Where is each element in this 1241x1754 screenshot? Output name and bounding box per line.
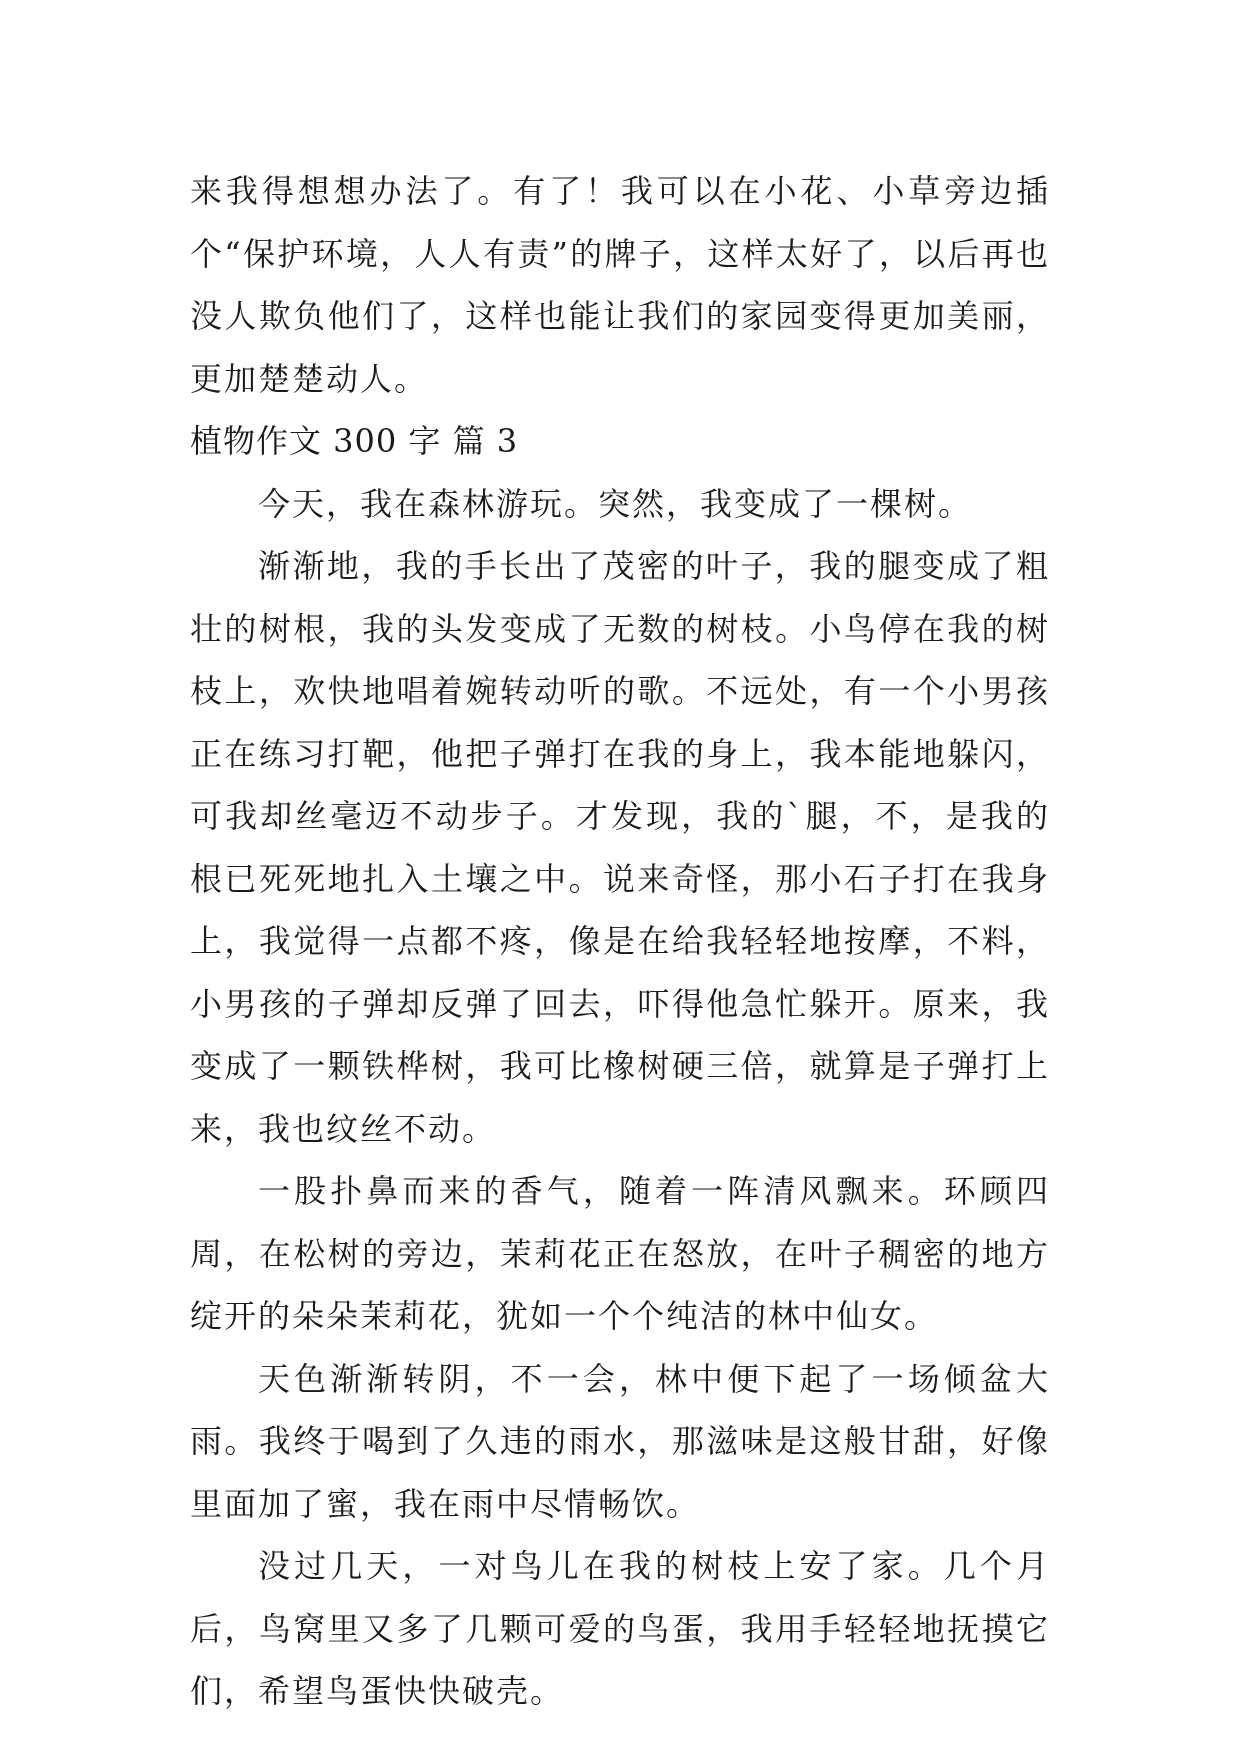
section-title: 植物作文 300 字 篇 3 [190,422,519,460]
body-paragraph-4: 天色渐渐转阴，不一会，林中便下起了一场倾盆大雨。我终于喝到了久违的雨水，那滋味是这般甘甜，好像里面加了蜜，我在雨中尽情畅饮。 [190,1359,1050,1523]
document-page [190,160,1050,1723]
body-paragraph-5: 没过几天，一对鸟儿在我的树枝上安了家。几个月后，鸟窝里又多了几颗可爱的鸟蛋，我用手轻轻地抚摸它们，希望鸟蛋快快破壳。 [190,1547,1050,1710]
continuation-paragraph: 来我得想想办法了。有了！我可以在小花、小草旁边插个“保护环境，人人有责”的牌子，这样太好了，以后再也没人欺负他们了，这样也能让我们的家园变得更加美丽，更加楚楚动人。 [190,172,1050,398]
body-paragraph-3: 一股扑鼻而来的香气，随着一阵清风飘来。环顾四周，在松树的旁边，茉莉花正在怒放，在叶子稠密的地方绽开的朵朵茉莉花，犹如一个个纯洁的林中仙女。 [190,1172,1050,1335]
body-paragraph-2: 渐渐地，我的手长出了茂密的叶子，我的腿变成了粗壮的树根，我的头发变成了无数的树枝。小鸟停在我的树枝上，欢快地唱着婉转动听的歌。不远处，有一个小男孩正在练习打靶，他把子弹打在我的身上，我本能地躲闪，可我却丝毫迈不动步子。才发现，我的`腿，不，是我的根已死死地扎入土壤之中。说来奇怪，那小石子打在我身上，我觉得一点都不疼，像是在给我轻轻地按摩，不料，小男孩的子弹却反弹了回去，吓得他急忙躲开。原来，我变成了一颗铁桦树，我可比橡树硬三倍，就算是子弹打上来，我也纹丝不动。 [190,547,1050,1148]
body-paragraph-1: 今天，我在森林游玩。突然，我变成了一棵树。 [258,484,973,523]
